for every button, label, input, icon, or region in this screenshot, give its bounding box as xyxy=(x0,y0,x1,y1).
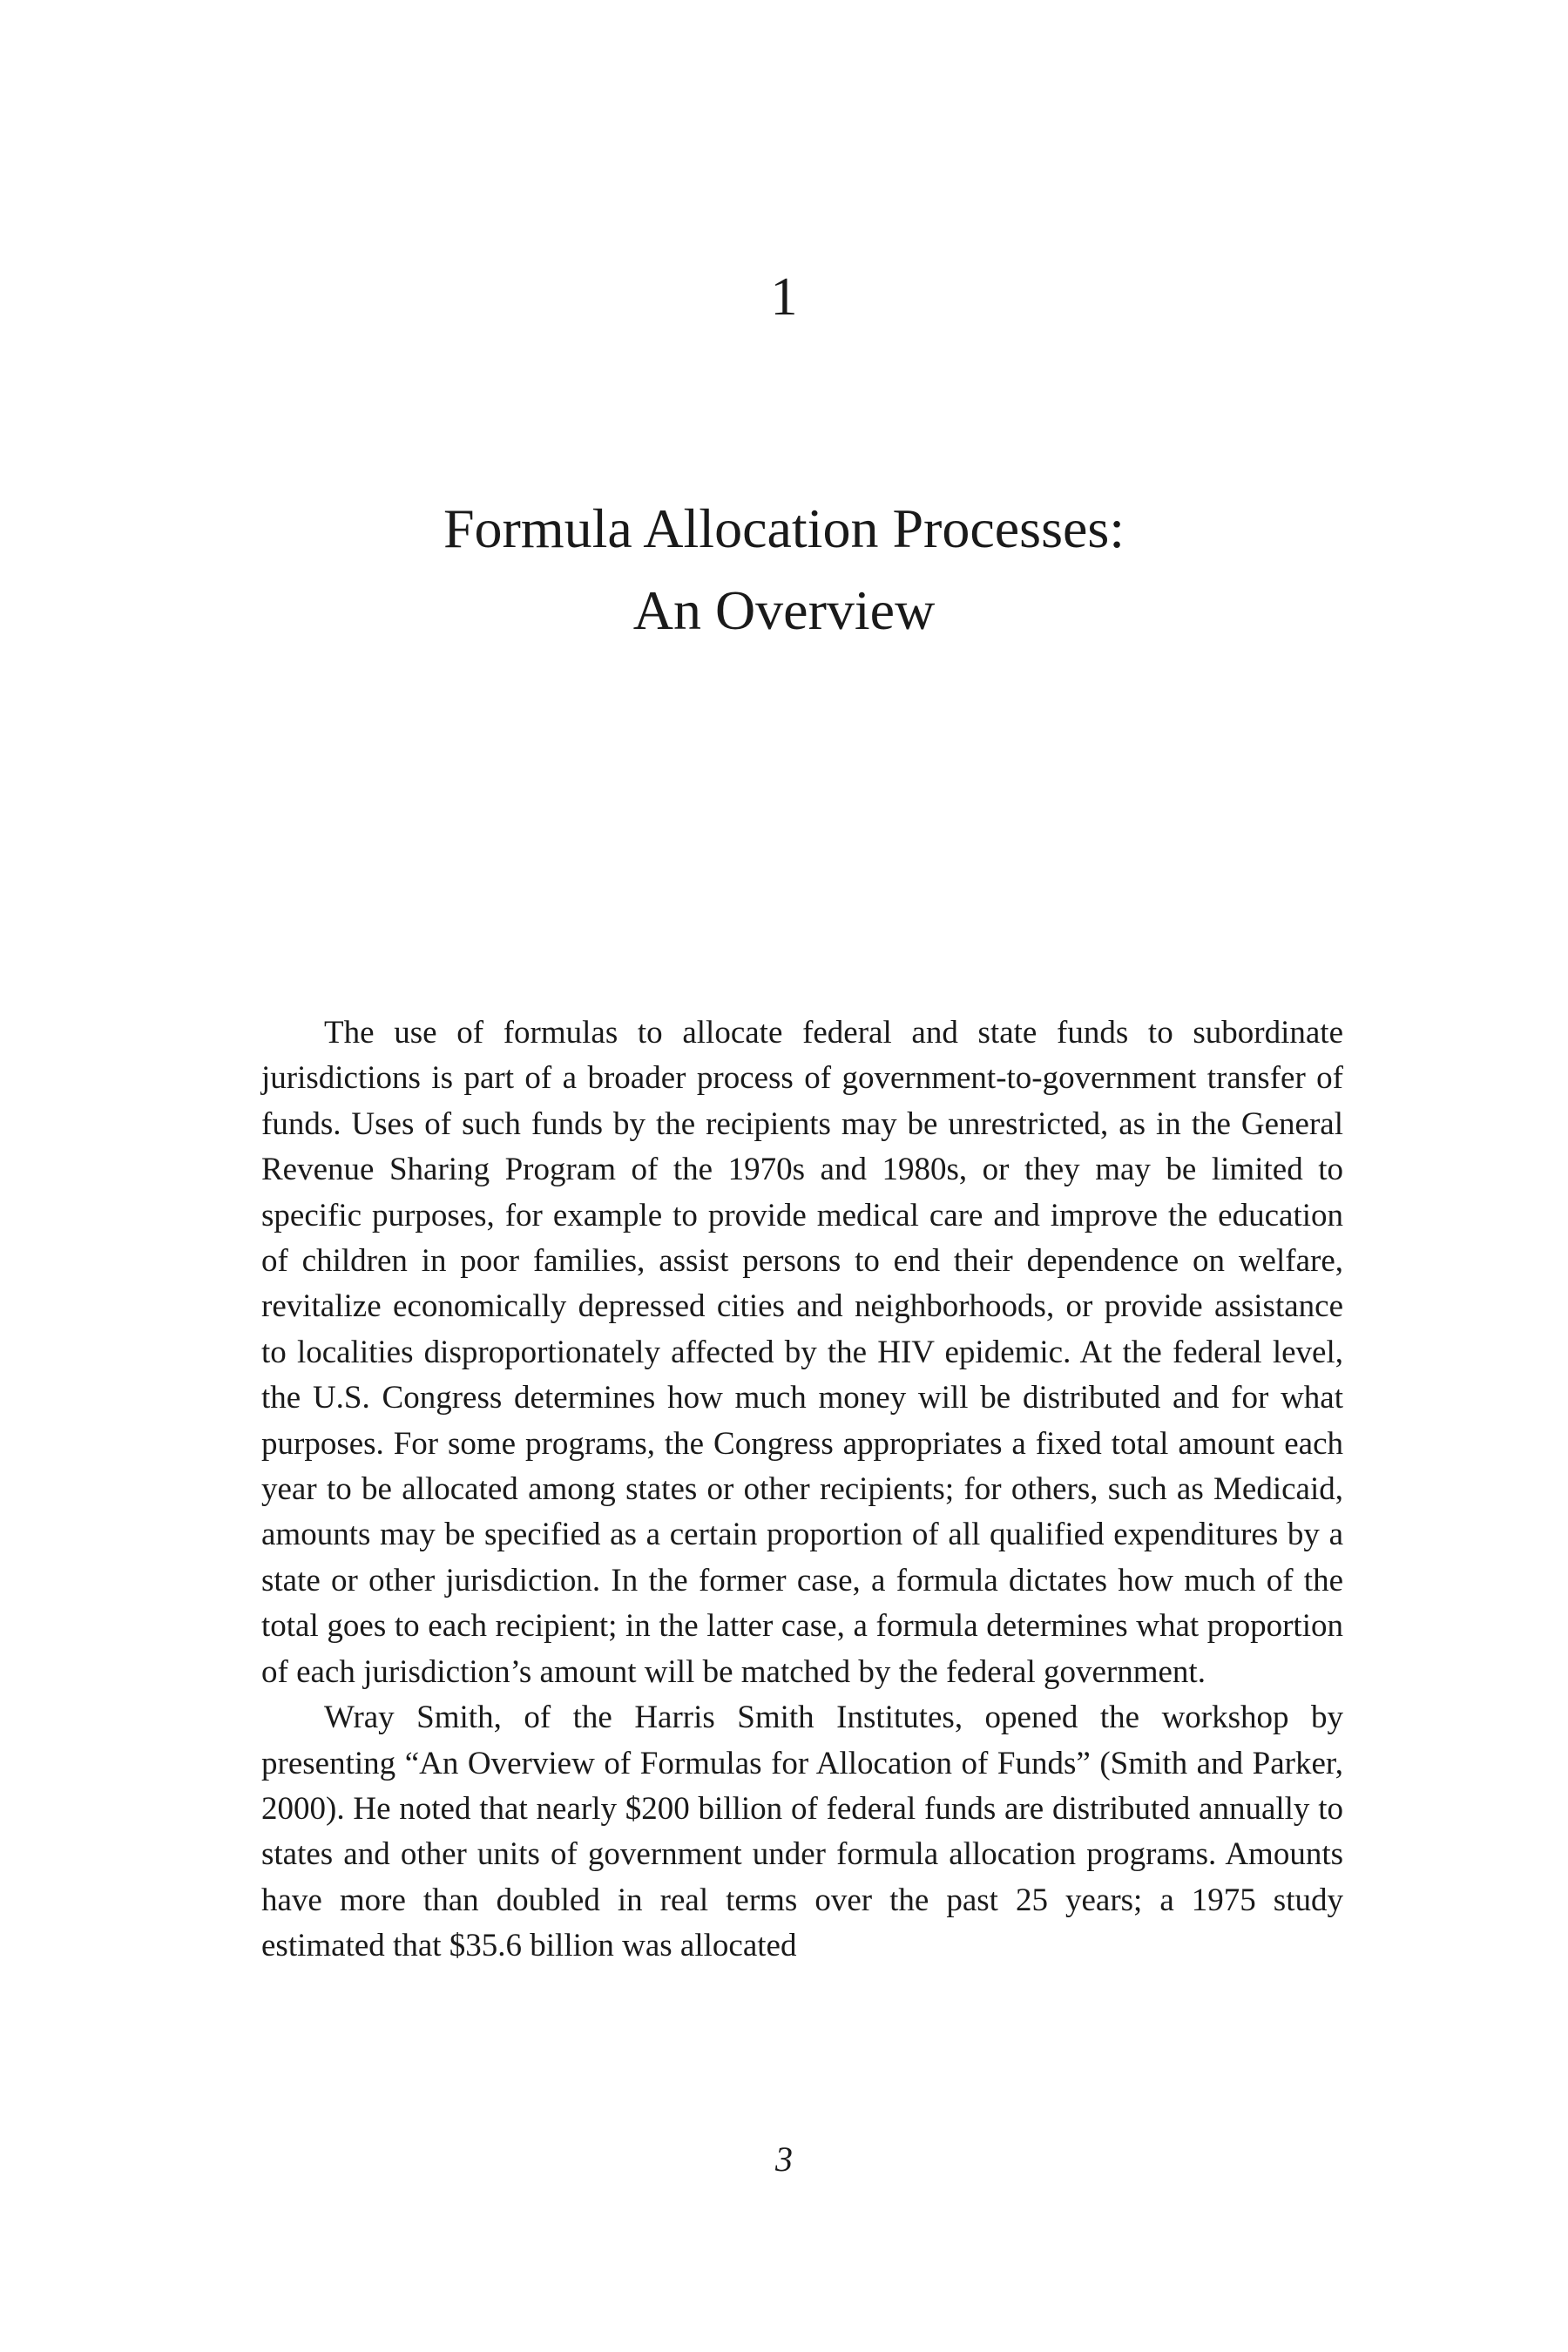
paragraph-2: Wray Smith, of the Harris Smith Institutes, opened the workshop by presenting “An Overview of Formulas for Allocation of Funds” (Smith and Parker, 2000). He noted that nearly $200 billion of federal funds are distributed annually to states and other units of government under formula allocation programs. Amounts have more than doubled in real terms over the past 25 years; a 1975 study estimated that $35.6 billion was allocated xyxy=(261,1700,1343,1964)
page-number: 3 xyxy=(775,2139,793,2179)
body-text xyxy=(261,1010,1343,1970)
paragraph-1: The use of formulas to allocate federal and state funds to subordinate jurisdictions is part of a broader process of government-to-government transfer of funds. Uses of such funds by the recipients may be unrestricted, as in the General Revenue Sharing Program of the 1970s and 1980s, or they may be limited to specific purposes, for example to provide medical care and improve the education of children in poor families, assist persons to end their dependence on welfare, revitalize economically depressed cities and neighborhoods, or provide assistance to localities disproportionately affected by the HIV epidemic. At the federal level, the U.S. Congress determines how much money will be distributed and for what purposes. For some programs, the Congress appropriates a fixed total amount each year to be allocated among states or other recipients; for others, such as Medicaid, amounts may be specified as a certain proportion of all qualified expenditures by a state or other jurisdiction. In the former case, a formula dictates how much of the total goes to each recipient; in the latter case, a formula determines what proportion of each jurisdiction’s amount will be matched by the federal government. xyxy=(261,1015,1343,1690)
chapter-title-line-2: An Overview xyxy=(632,579,936,641)
chapter-number: 1 xyxy=(770,267,798,327)
chapter-title xyxy=(0,488,1568,652)
chapter-title-line-1: Formula Allocation Processes: xyxy=(443,497,1125,559)
